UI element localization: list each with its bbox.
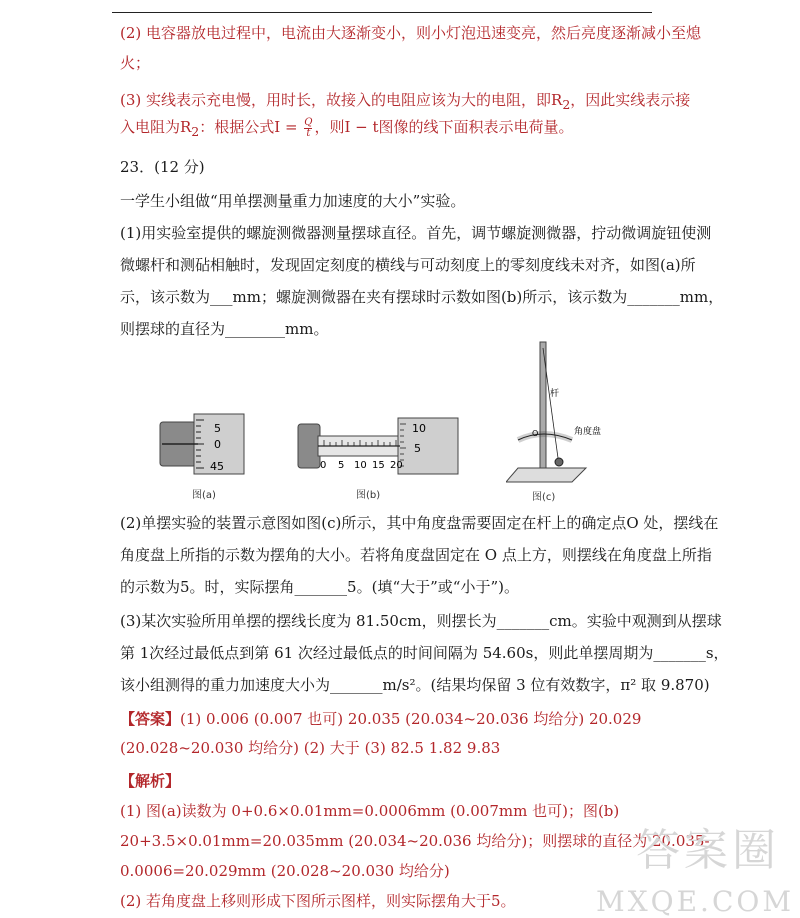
fig-a-label-5: 5 — [214, 422, 221, 435]
analysis-line-2: 20+3.5×0.01mm=20.035mm (20.034~20.036 均给分)；则摆球的直径为 20.035- — [120, 832, 710, 850]
figure-c-pendulum — [506, 340, 616, 488]
question-part1-line1: (1)用实验室提供的螺旋测微器测量摆球直径。首先，调节螺旋测微器，拧动微调旋钮使测 — [120, 224, 712, 242]
answer-line-1: 【答案】(1) 0.006 (0.007 也可) 20.035 (20.034~20.036 均给分) 20.029 — [120, 710, 642, 728]
question-part1-line2: 微螺杆和测砧相触时，发现固定刻度的横线与可动刻度上的零刻度线未对齐，如图(a)所 — [120, 256, 696, 274]
question-number: 23．(12 分) — [120, 158, 205, 176]
figure-b-micrometer — [296, 414, 462, 478]
question-part3-line2: 第 1次经过最低点到第 61 次经过最低点的时间间隔为 54.60s，则此单摆周期为_______s， — [120, 644, 729, 662]
prev-analysis-line-3b: 入电阻为$R_2$：根据公式I = $\frac{Q}{t}$ ，则I − t图像的线下面积表示电荷量。 — [120, 116, 574, 139]
question-part2-line3: 的示数为5。时，实际摆角_______5。(填“大于”或“小于”)。 — [120, 578, 519, 596]
figure-c-caption: 图(c) — [532, 492, 556, 503]
answer-line-2: (20.028~20.030 均给分) (2) 大于 (3) 82.5 1.82 9.83 — [120, 739, 501, 757]
question-part1-line3: 示，该示数为___mm；螺旋测微器在夹有摆球时示数如图(b)所示，该示数为_______mm， — [120, 288, 724, 306]
analysis-line-4: (2) 若角度盘上移则形成下图所示图样，则实际摆角大于5。 — [120, 892, 516, 910]
fig-c-o-label: O — [532, 429, 539, 438]
fig-a-label-45: 45 — [210, 460, 224, 473]
fig-b-main-15: 15 — [372, 460, 385, 471]
question-part3-line3: 该小组测得的重力加速度大小为_______m/s²。(结果均保留 3 位有效数字，π² 取 9.870) — [120, 676, 710, 694]
prev-analysis-line-3a: (3) 实线表示充电慢，用时长，故接入的电阻应该为大的电阻，即$R_2$，因此实线表示接 — [120, 91, 691, 112]
question-part2-line1: (2)单摆实验的装置示意图如图(c)所示，其中角度盘需要固定在杆上的确定点O 处，摆线在 — [120, 514, 719, 532]
watermark-logo: 答案圈 — [636, 825, 780, 876]
prev-analysis-line-2b: 火； — [120, 54, 151, 72]
fig-b-main-0: 0 — [320, 460, 327, 471]
fig-c-rod-label: 杆 — [550, 389, 560, 399]
analysis-line-3: 0.0006=20.029mm (20.028~20.030 均给分) — [120, 862, 450, 880]
watermark-url: MXQE.COM — [596, 885, 794, 918]
question-part1-line4: 则摆球的直径为________mm。 — [120, 320, 329, 338]
answer-tag: 【答案】 — [120, 710, 181, 728]
fig-b-label-10: 10 — [412, 422, 426, 435]
question-intro: 一学生小组做“用单摆测量重力加速度的大小”实验。 — [120, 192, 466, 210]
figure-a-caption: 图(a) — [192, 490, 216, 501]
analysis-line-1: (1) 图(a)读数为 0+0.6×0.01mm=0.0006mm (0.007mm 也可)；图(b) — [120, 802, 620, 820]
question-part3-line1: (3)某次实验所用单摆的摆线长度为 81.50cm，则摆长为_______cm。实验中观测到从摆球 — [120, 612, 722, 630]
top-rule — [112, 12, 652, 13]
figure-b-caption: 图(b) — [356, 490, 381, 501]
figure-a-micrometer — [158, 408, 248, 478]
prev-analysis-line-2a: (2) 电容器放电过程中，电流由大逐渐变小，则小灯泡迅速变亮，然后亮度逐渐减小至熄 — [120, 24, 702, 42]
fig-b-main-20: 20 — [390, 460, 403, 471]
fig-b-label-5: 5 — [414, 442, 421, 455]
analysis-tag: 【解析】 — [120, 772, 181, 790]
fig-c-dial-label: 角度盘 — [574, 427, 602, 437]
fig-a-label-0: 0 — [214, 438, 221, 451]
question-part2-line2: 角度盘上所指的示数为摆角的大小。若将角度盘固定在 O 点上方，则摆线在角度盘上所指 — [120, 546, 712, 564]
fig-b-main-5: 5 — [338, 460, 345, 471]
fig-b-main-10: 10 — [354, 460, 367, 471]
